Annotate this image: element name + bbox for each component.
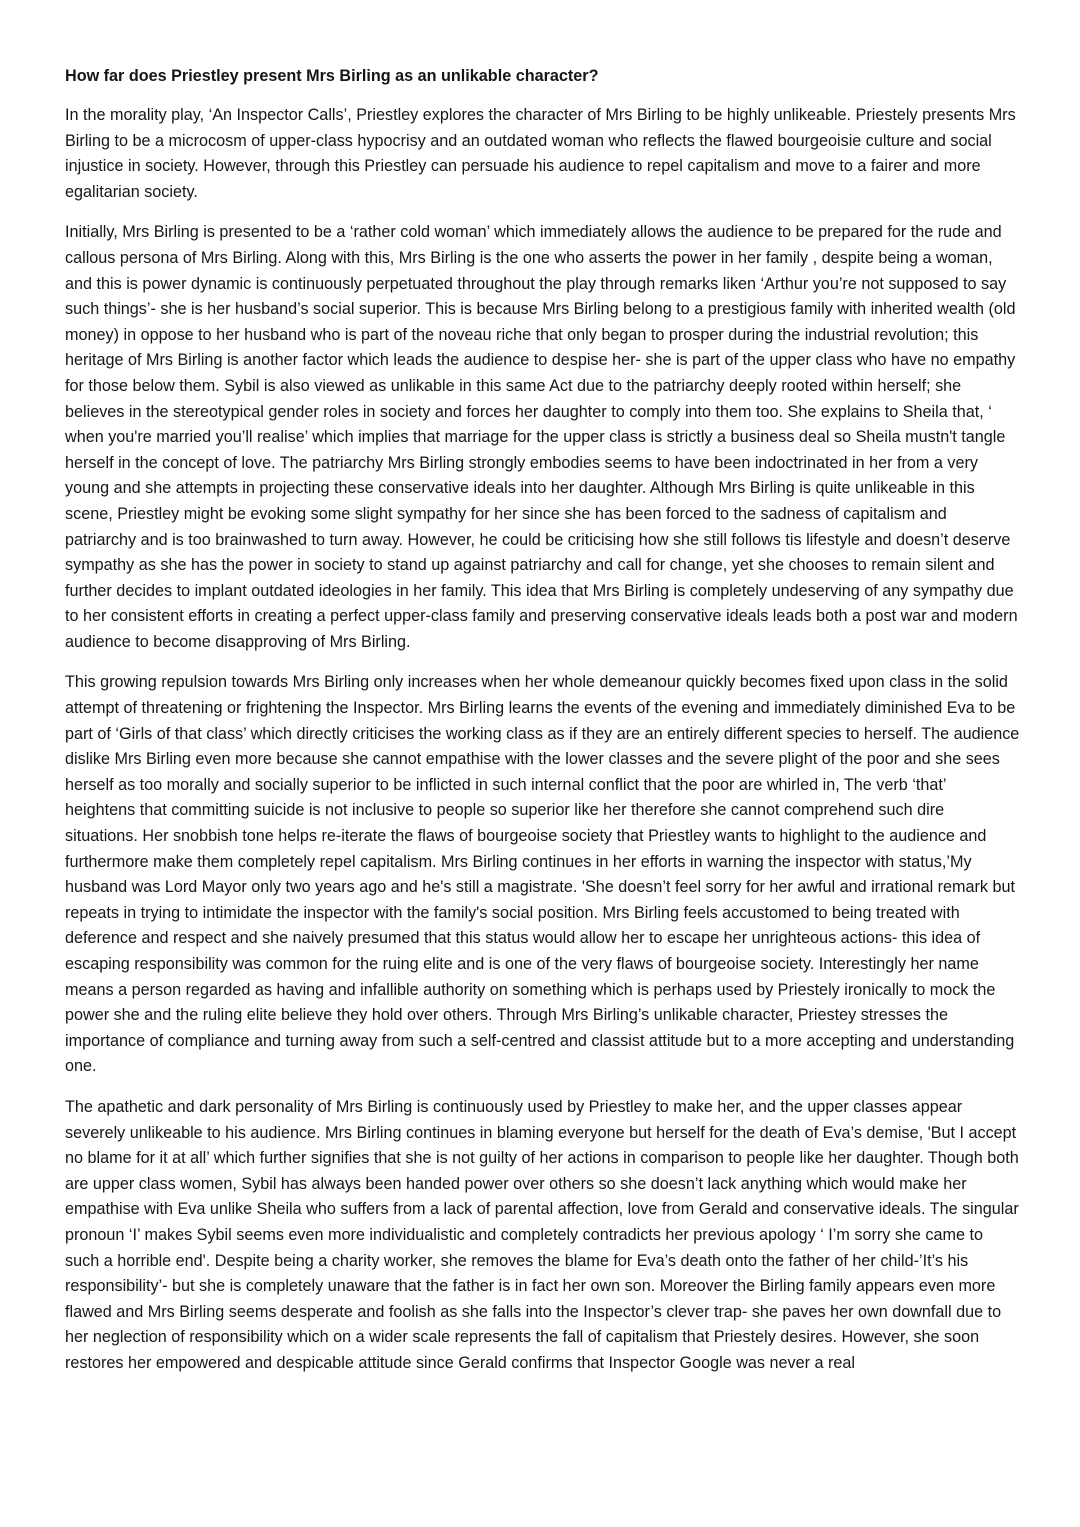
essay-title: How far does Priestley present Mrs Birling as an unlikable character? [65,67,599,85]
essay-page [65,64,1020,1392]
paragraph-cold-woman: Initially, Mrs Birling is presented to be a ‘rather cold woman’ which immediately allows the audience to be prepared for the rude and callous persona of Mrs Birling. Along with this, Mrs Birling is the one who asserts the power in her family , despite being a woman, and this is power dynamic is continuously perpetuated throughout the play through remarks liken ‘Arthur you’re not supposed to say such things’- she is her husband’s social superior. This is because Mrs Birling belong to a prestigious family with inherited wealth (old money) in oppose to her husband who is part of the noveau riche that only began to prosper during the industrial revolution; this heritage of Mrs Birling is another factor which leads the audience to despise her- she is part of the upper class who have no empathy for those below them. Sybil is also viewed as unlikable in this same Act due to the patriarchy deeply rooted within herself; she believes in the stereotypical gender roles in society and forces her daughter to comply into them too. She explains to Sheila that, ‘ when you're married you’ll realise’ which implies that marriage for the upper class is strictly a business deal so Sheila mustn't tangle herself in the concept of love. The patriarchy Mrs Birling strongly embodies seems to have been indoctrinated in her from a very young and she attempts in projecting these conservative ideals into her daughter. Although Mrs Birling is quite unlikeable in this scene, Priestley might be evoking some slight sympathy for her since she has been forced to the sadness of capitalism and patriarchy and is too brainwashed to turn away. However, he could be criticising how she still follows tis lifestyle and doesn’t deserve sympathy as she has the power in society to stand up against patriarchy and call for change, yet she chooses to remain silent and further decides to implant outdated ideologies in her family. This idea that Mrs Birling is completely undeserving of any sympathy due to her consistent efforts in creating a perfect upper-class family and preserving conservative ideals leads both a post war and modern audience to become disapproving of Mrs Birling. [65,223,1018,651]
paragraph-introduction: In the morality play, ‘An Inspector Calls’, Priestley explores the character of Mrs Birling to be highly unlikeable. Priestely presents Mrs Birling to be a microcosm of upper-class hypocrisy and an outdated woman who reflects the flawed bourgeoisie culture and social injustice in society. However, through this Priestley can persuade his audience to repel capitalism and move to a fairer and more egalitarian society. [65,106,1016,201]
paragraph-repulsion: This growing repulsion towards Mrs Birling only increases when her whole demeanour quickly becomes fixed upon class in the solid attempt of threatening or frightening the Inspector. Mrs Birling learns the events of the evening and immediately diminished Eva to be part of ‘Girls of that class’ which directly criticises the working class as if they are an entirely different species to herself. The audience dislike Mrs Birling even more because she cannot empathise with the lower classes and the severe plight of the poor and she sees herself as too morally and socially superior to be inflicted in such internal conflict that the poor are whirled in, The verb ‘that’ heightens that committing suicide is not inclusive to people so superior like her therefore she cannot comprehend such dire situations. Her snobbish tone helps re-iterate the flaws of bourgeoise society that Priestley wants to highlight to the audience and furthermore make them completely repel capitalism. Mrs Birling continues in her efforts in warning the inspector with status,’My husband was Lord Mayor only two years ago and he's still a magistrate. 'She doesn’t feel sorry for her awful and irrational remark but repeats in trying to intimidate the inspector with the family's social position. Mrs Birling feels accustomed to being treated with deference and respect and she naively presumed that this status would allow her to escape her unrighteous actions- this idea of escaping responsibility was common for the ruing elite and is one of the very flaws of bourgeoise society. Interestingly her name means a person regarded as having and infallible authority on something which is perhaps used by Priestely ironically to mock the power she and the ruling elite believe they hold over others. Through Mrs Birling’s unlikable character, Priestey stresses the importance of compliance and turning away from such a self-centred and classist attitude but to a more accepting and understanding one. [65,673,1020,1076]
paragraph-apathetic: The apathetic and dark personality of Mrs Birling is continuously used by Priestley to make her, and the upper classes appear severely unlikeable to his audience. Mrs Birling continues in blaming everyone but herself for the death of Eva’s demise, 'But I accept no blame for it at all’ which further signifies that she is not guilty of her actions in comparison to people like her daughter. Though both are upper class women, Sybil has always been handed power over others so she doesn’t lack anything which would make her empathise with Eva unlike Sheila who suffers from a lack of parental affection, love from Gerald and conservative ideals. The singular pronoun ‘I’ makes Sybil seems even more individualistic and completely contradicts her previous apology ‘ I’m sorry she came to such a horrible end'. Despite being a charity worker, she removes the blame for Eva’s death onto the father of her child-’It’s his responsibility’- but she is completely unaware that the father is in fact her own son. Moreover the Birling family appears even more flawed and Mrs Birling seems desperate and foolish as she falls into the Inspector’s clever trap- she paves her own downfall due to her neglection of responsibility which on a wider scale represents the fall of capitalism that Priestely desires. However, she soon restores her empowered and despicable attitude since Gerald confirms that Inspector Google was never a real [65,1097,1019,1372]
